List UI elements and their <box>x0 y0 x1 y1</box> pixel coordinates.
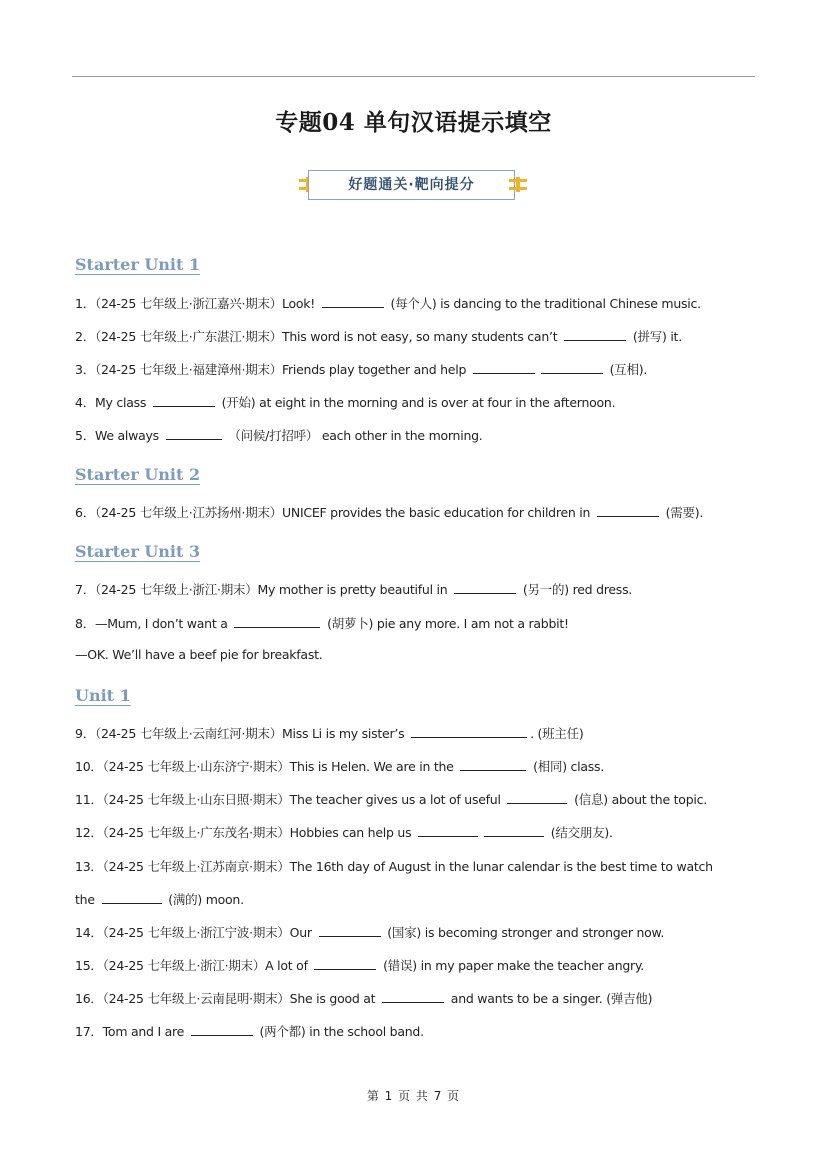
question-13-cont: the (满的) moon. <box>75 892 244 907</box>
question-12: 12．（24-25 七年级上·广东茂名·期末）Hobbies can help us (结交朋友). <box>75 825 613 840</box>
question-6: 6．（24-25 七年级上·江苏扬州·期末）UNICEF provides the basic education for children in (需要). <box>75 505 704 520</box>
question-13: 13．（24-25 七年级上·江苏南京·期末）The 16th day of August in the lunar calendar is the best time to watch <box>75 859 713 874</box>
question-11: 11．（24-25 七年级上·山东日照·期末）The teacher gives us a lot of useful (信息) about the topic. <box>75 792 707 807</box>
question-10: 10．（24-25 七年级上·山东济宁·期末）This is Helen. We are in the (相同) class. <box>75 759 605 774</box>
question-9: 9．（24-25 七年级上·云南红河·期末）Miss Li is my sister’s . (班主任) <box>75 726 584 741</box>
banner-ornament-icon <box>509 177 527 192</box>
question-5: 5．We always （问候/打招呼） each other in the morning. <box>75 428 483 443</box>
answer-blank[interactable] <box>411 726 527 738</box>
question-3: 3．（24-25 七年级上·福建漳州·期末）Friends play together and help (互相). <box>75 362 648 377</box>
question-8: 8．—Mum, I don’t want a (胡萝卜) pie any more. I am not a rabbit! <box>75 616 569 631</box>
question-14: 14．（24-25 七年级上·浙江宁波·期末）Our (国家) is becoming stronger and stronger now. <box>75 925 665 940</box>
answer-blank[interactable] <box>460 759 526 771</box>
banner <box>297 169 530 203</box>
question-17: 17．Tom and I are (两个都) in the school band. <box>75 1024 424 1039</box>
answer-blank[interactable] <box>102 892 162 904</box>
question-16: 16．（24-25 七年级上·云南昆明·期末）She is good at and wants to be a singer. (弹吉他) <box>75 991 653 1006</box>
page-footer: 第 1 页 共 7 页 <box>366 1089 461 1103</box>
answer-blank[interactable] <box>454 582 516 594</box>
answer-blank[interactable] <box>473 362 535 374</box>
question-1: 1．（24-25 七年级上·浙江嘉兴·期末）Look! (每个人) is dancing to the traditional Chinese music. <box>75 296 701 311</box>
page-title: 专题04 单句汉语提示填空 <box>275 109 552 136</box>
question-4: 4．My class (开始) at eight in the morning and is over at four in the afternoon. <box>75 395 616 410</box>
section-heading: Unit 1 <box>75 686 131 705</box>
header-rule <box>72 76 755 77</box>
answer-blank[interactable] <box>418 825 478 837</box>
banner-label: 好题通关·靶向提分 <box>308 170 515 200</box>
answer-blank[interactable] <box>153 395 215 407</box>
answer-blank[interactable] <box>314 958 376 970</box>
section-heading: Starter Unit 1 <box>75 255 201 274</box>
section-heading: Starter Unit 2 <box>75 465 201 484</box>
question-8-reply: —OK. We’ll have a beef pie for breakfast. <box>75 647 323 662</box>
answer-blank[interactable] <box>484 825 544 837</box>
question-2: 2．（24-25 七年级上·广东湛江·期末）This word is not easy, so many students can’t (拼写) it. <box>75 329 682 344</box>
answer-blank[interactable] <box>382 991 444 1003</box>
answer-blank[interactable] <box>597 505 659 517</box>
answer-blank[interactable] <box>541 362 603 374</box>
section-heading: Starter Unit 3 <box>75 542 201 561</box>
answer-blank[interactable] <box>322 296 384 308</box>
question-7: 7．（24-25 七年级上·浙江·期末）My mother is pretty beautiful in (另一的) red dress. <box>75 582 633 597</box>
answer-blank[interactable] <box>319 925 381 937</box>
answer-blank[interactable] <box>564 329 626 341</box>
answer-blank[interactable] <box>166 428 222 440</box>
answer-blank[interactable] <box>191 1024 253 1036</box>
answer-blank[interactable] <box>507 792 567 804</box>
question-15: 15．（24-25 七年级上·浙江·期末）A lot of (错误) in my paper make the teacher angry. <box>75 958 645 973</box>
answer-blank[interactable] <box>234 616 320 628</box>
